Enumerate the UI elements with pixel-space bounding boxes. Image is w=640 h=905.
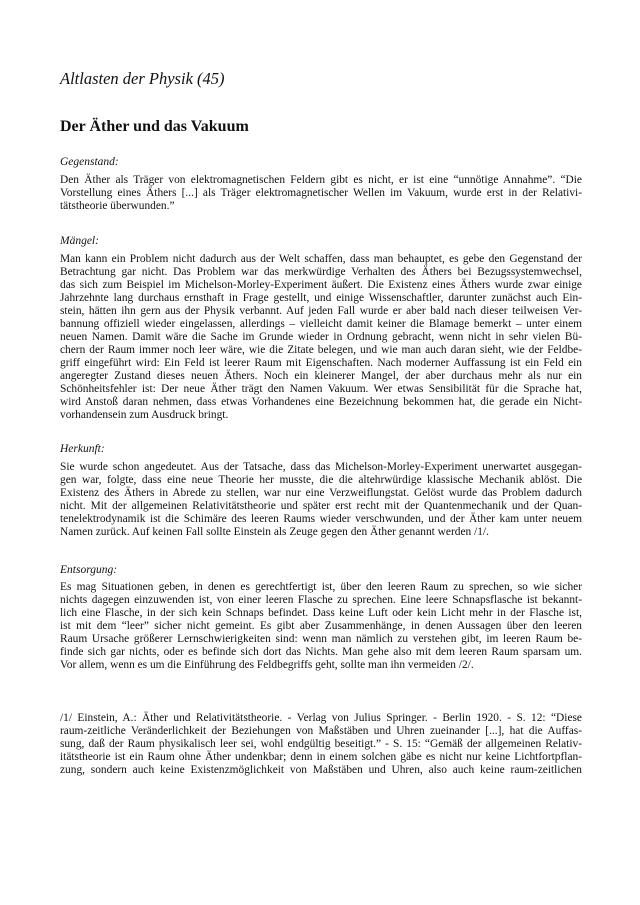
section-body-maengel [60,253,582,422]
text-line: tenelektrodynamik ist die Schimäre des leeren Raums wieder verschwunden, und der Äther kam unter neuem [60,513,582,525]
text-line: Namen zurück. Auf keinen Fall sollte Einstein als Zeuge gegen den Äther genannt werden /1/. [60,526,489,538]
text-line: Betrachtung gar nicht. Das Problem war das merkwürdige Verhalten des Äthers bei Bezugssystemwechsel, [60,266,582,278]
footnote-line: sung, daß der Raum physikalisch leer sei, wohl endgültig beseitigt.” - S. 15: “Gemäß der allgemeinen Relativ- [60,738,582,750]
text-line: Es mag Situationen geben, in denen es gerechtfertigt ist, über den leeren Raum zu sprechen, so wie sicher [60,581,582,593]
text-line: angeregter Zustand dieses neuen Äthers. Noch ein kleinerer Mangel, der aber durchaus mehr als nur ein [60,370,582,382]
text-line: finde sich gar nichts, oder es befinde sich dort das Nichts. Man gehe also mit dem leeren Raum sparsam um. [60,646,582,658]
footnote-line: /1/ Einstein, A.: Äther und Relativitätstheorie. - Verlag von Julius Springer. - Berlin 1920. - S. 12: “Diese [60,712,582,724]
text-line: das sich zum Beispiel im Michelson-Morley-Experiment äußert. Die Existenz eines Äthers wurde zwar einige [60,279,582,291]
text-line: tätstheorie überwunden.” [60,200,175,212]
text-line: chern der Raum immer noch leer wäre, wie die Zitate belegen, und wie man auch daran sieht, wie der Feldbe- [60,344,582,356]
section-heading-maengel: Mängel: [60,235,99,247]
text-line: Raum Ursache größerer Lernschwierigkeiten sind: wenn man nämlich zu verstehen gibt, im leeren Raum be- [60,633,582,645]
series-title: Altlasten der Physik (45) [60,69,225,88]
text-line: lich eine Flasche, in der sich kein Schnaps befindet. Dass keine Luft oder kein Licht mehr in der Flasche ist, [60,607,582,619]
text-line: wird Anstoß daran nehmen, dass etwas Vorhandenes eine Bezeichnung bekommen hat, die gerade ein Nicht- [60,396,582,408]
text-line: Sie wurde schon angedeutet. Aus der Tatsache, dass das Michelson-Morley-Experiment unerwartet ausgegan- [60,461,582,473]
footnote-line: zung, sondern auch keine Existenzmöglichkeit von Maßstäben und Uhren, also auch keine raum-zeitlichen [60,764,582,776]
section-body-entsorgung [60,581,582,672]
text-line: nicht. Mit der allgemeinen Relativitätstheorie und später erst recht mit der Quantenmechanik und der Quan- [60,500,582,512]
text-line: Man kann ein Problem nicht dadurch aus der Welt schaffen, dass man behauptet, es gebe den Gegenstand der [60,253,582,265]
footnote-line: itätstheorie ist ein Raum ohne Äther undenkbar; denn in einem solchen gäbe es nicht nur keine Lichtfortpflan- [60,751,582,763]
section-heading-gegenstand: Gegenstand: [60,156,119,168]
document-title: Der Äther und das Vakuum [60,118,249,135]
section-heading-herkunft: Herkunft: [60,443,105,455]
text-line: Vorstellung eines Äthers [...] als Träger elektromagnetischer Wellen im Vakuum, wurde erst in der Relativi- [60,187,582,199]
text-line: Den Äther als Träger von elektromagnetischen Feldern gibt es nicht, er ist eine “unnötige Annahme”. “Die [60,174,582,186]
footnote-line: raum-zeitliche Veränderlichkeit der Beziehungen von Maßstäben und Uhren zueinander [...], hat die Auffas- [60,725,582,737]
text-line: vorhandensein zum Ausdruck bringt. [60,409,229,421]
text-line: bannung offiziell wieder eingelassen, allerdings – vielleicht damit keiner die Blamage bemerkt – unter einem [60,318,582,330]
text-line: Jahrzehnte lang durchaus ernsthaft in Frage gestellt, und einige Wissenschaftler, darunter zunächst auch Ein- [60,292,582,304]
section-heading-entsorgung: Entsorgung: [60,564,118,576]
text-line: neuen Namen. Damit wäre die Sache im Grunde wieder in Ordnung gebracht, wenn nicht in sehr vielen Bü- [60,331,582,343]
text-line: nichts dagegen einzuwenden ist, von einer leeren Flasche zu sprechen. Eine leere Schnapsflasche ist bekannt- [60,594,582,606]
text-line: Existenz des Äthers in Abrede zu stellen, war nur eine Verzweiflungstat. Gelöst wurde das Problem dadurch [60,487,582,499]
section-body-gegenstand [60,174,582,213]
section-body-herkunft [60,461,582,539]
text-line: Schönheitsfehler ist: Der neue Äther trägt den Namen Vakuum. Wer etwas Sensibilität für die Sprache hat, [60,383,582,395]
text-line: stein, hätten ihn gern aus der Physik verbannt. Auf jeden Fall wurde er aber bald nach dieser teilweisen Ver- [60,305,582,317]
footnote [60,712,582,777]
text-line: Vor allem, wenn es um die Einführung des Feldbegriffs geht, sollte man ihn vermeiden /2/. [60,659,474,671]
text-line: ist mit dem “leer” sicher nicht gemeint. Es gibt aber Zusammenhänge, in denen Aussagen über den leeren [60,620,582,632]
text-line: griff eingeführt wird: Ein Feld ist leerer Raum mit Eigenschaften. Nach moderner Auffassung ist ein Feld ein [60,357,582,369]
text-line: gen war, folgte, dass eine neue Theorie her musste, die die altehrwürdige klassische Mechanik ablöst. Die [60,474,582,486]
